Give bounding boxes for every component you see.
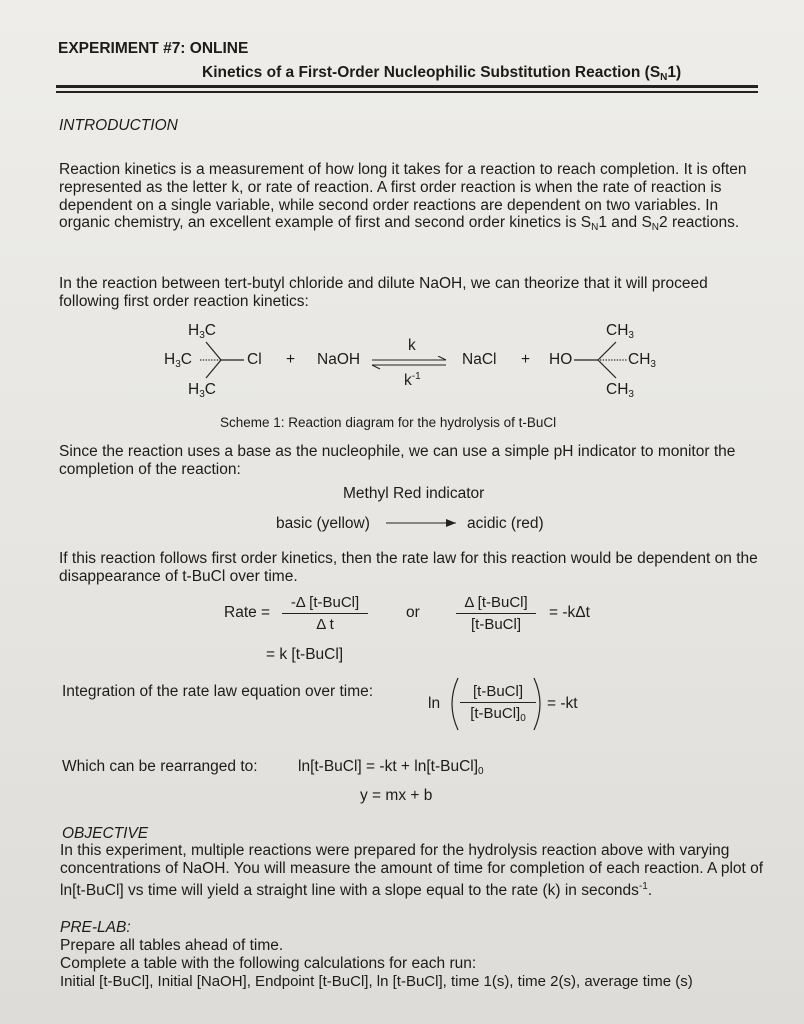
objective-heading: OBJECTIVE <box>62 825 149 842</box>
h3c-top-label: $H_3C$ <box>188 322 216 341</box>
linear-equation: y = mx + b <box>360 787 433 804</box>
h3c-mid-label: $H_3C$ <box>164 351 192 370</box>
k-forward-label: k <box>408 337 416 354</box>
introduction-paragraph-2: In the reaction between tert-butyl chloride and dilute NaOH, we can theorize that it will proceed following first order reaction kinetics: <box>59 275 708 310</box>
prelab-line-3: Initial [t-BuCl], Initial [NaOH], Endpoint [t-BuCl], ln [t-BuCl], time 1(s), time 2(s), average time (s) <box>60 973 693 990</box>
prelab-line-2: Complete a table with the following calculations for each run: <box>60 955 477 972</box>
header-rule-top <box>56 85 758 88</box>
introduction-heading: INTRODUCTION <box>59 117 178 134</box>
h3c-bottom-label: $H_3C$ <box>188 381 216 400</box>
objective-text: In this experiment, multiple reactions were prepared for the hydrolysis reaction above with varying concentrations of NaOH. You will measure the amount of time for completion of each reaction. A plot of ln[t-BuCl] vs time will yield a straight line with a slope equal to the rate (k) in seconds$^{-1}$. <box>60 842 764 899</box>
introduction-paragraph-1: Reaction kinetics is a measurement of how long it takes for a reaction to reach completion. It is often represented as the letter k, or rate of reaction. A first order reaction is when the rate of reaction is dependent on a single variable, while second order reactions are dependent on two variables. In organic chemistry, an excellent example of first and second order kinetics is $S_N1$ and $S_N2$ reactions. <box>59 161 747 234</box>
scheme-caption: Scheme 1: Reaction diagram for the hydrolysis of t-BuCl <box>220 415 557 430</box>
tbuoh-bonds <box>572 330 632 386</box>
nacl-label: NaCl <box>462 351 497 368</box>
rate-fraction-1: -Δ [t-BuCl] Δ t <box>282 594 368 633</box>
rate-equals-k: = k [t-BuCl] <box>266 646 344 663</box>
prelab-line-1: Prepare all tables ahead of time. <box>60 937 284 954</box>
plus-sign-1: + <box>286 351 296 368</box>
integration-label: Integration of the rate law equation over time: <box>62 683 374 700</box>
document-title: Kinetics of a First-Order Nucleophilic Substitution Reaction $(S_N1)$ <box>202 64 682 83</box>
k-reverse-label: $k^{-1}$ <box>404 371 421 389</box>
color-change-arrow <box>386 517 460 529</box>
experiment-label: EXPERIMENT #7: ONLINE <box>58 40 249 57</box>
ch3-bottom-label: $CH_3$ <box>606 381 634 400</box>
basic-color-label: basic (yellow) <box>276 515 370 532</box>
rearranged-equation: ln[t-BuCl] = $-kt + \ln[t-BuCl]_0$ <box>298 758 484 777</box>
or-label: or <box>406 604 420 621</box>
rate-label: Rate = <box>224 604 271 621</box>
indicator-name: Methyl Red indicator <box>343 485 485 502</box>
tbucl-bonds <box>196 330 256 386</box>
rate-fraction-2: Δ [t-BuCl] [t-BuCl] <box>456 594 536 633</box>
integration-fraction: [t-BuCl] $[t-BuCl]_0$ <box>460 683 536 724</box>
prelab-heading: PRE-LAB: <box>60 919 131 936</box>
chlorine-label: Cl <box>247 351 262 368</box>
rate-law-paragraph: If this reaction follows first order kinetics, then the rate law for this reaction would be dependent on the disappearance of t-BuCl over time. <box>59 550 758 585</box>
integration-rhs: = -kt <box>547 695 578 712</box>
ho-label: HO <box>549 351 573 368</box>
rate-fraction-2-rhs: = -kΔt <box>549 604 590 621</box>
plus-sign-2: + <box>521 351 531 368</box>
ch3-top-label: $CH_3$ <box>606 322 634 341</box>
header-rule-bottom <box>56 91 758 93</box>
ln-label: ln <box>428 695 441 712</box>
acidic-color-label: acidic (red) <box>467 515 544 532</box>
rearranged-label: Which can be rearranged to: <box>62 758 258 775</box>
naoh-label: NaOH <box>317 351 361 368</box>
ch3-mid-label: $CH_3$ <box>628 351 656 370</box>
indicator-paragraph: Since the reaction uses a base as the nucleophile, we can use a simple pH indicator to monitor the completion of the reaction: <box>59 443 736 478</box>
